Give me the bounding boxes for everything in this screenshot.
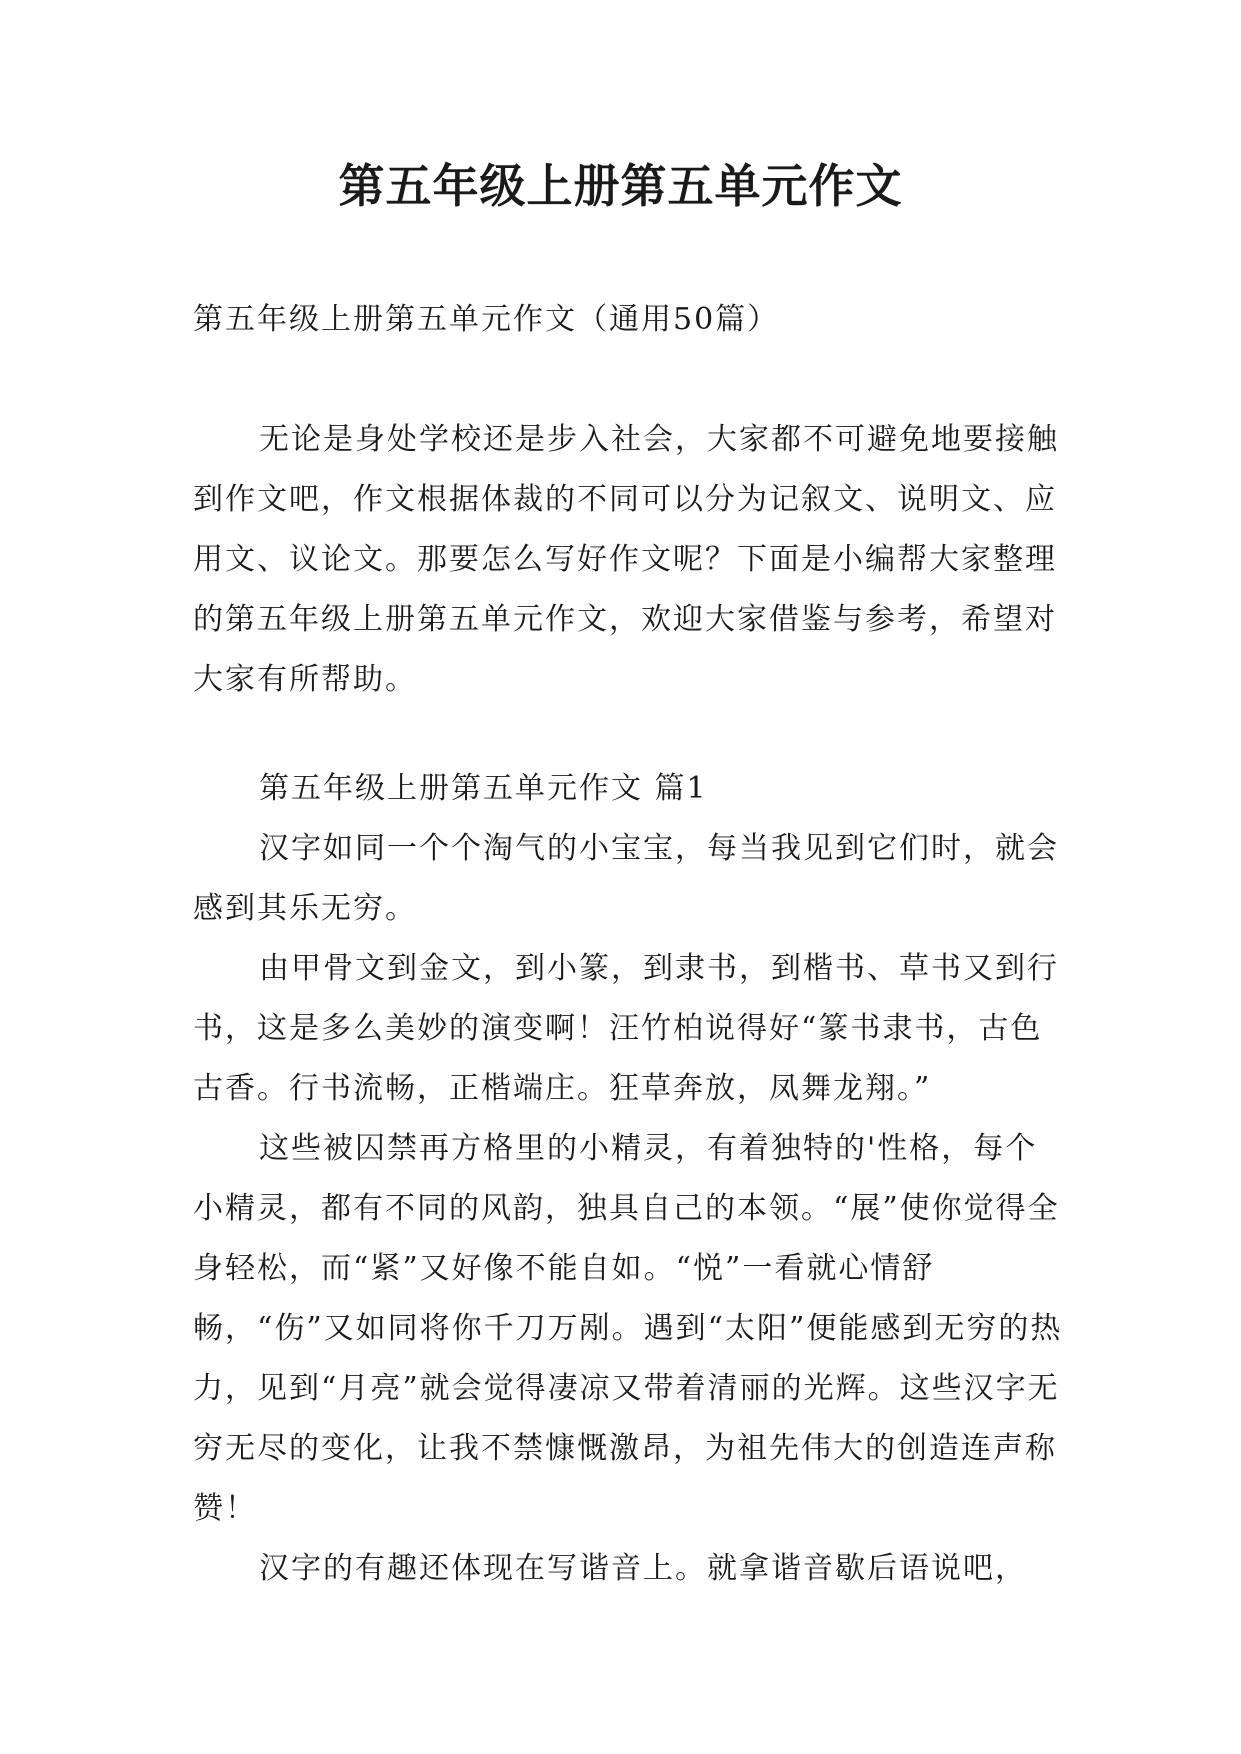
body-paragraph: 由甲骨文到金文，到小篆，到隶书，到楷书、草书又到行书，这是多么美妙的演变啊！汪竹柏说得好“篆书隶书，古色古香。行书流畅，正楷端庄。狂草奔放，凤舞龙翔。” <box>193 951 1059 1106</box>
body-paragraph: 汉字的有趣还体现在写谐音上。就拿谐音歇后语说吧， <box>259 1551 1027 1586</box>
essay-section <box>193 759 1063 1599</box>
intro-paragraph: 无论是身处学校还是步入社会，大家都不可避免地要接触到作文吧，作文根据体裁的不同可以分为记叙文、说明文、应用文、议论文。那要怎么写好作文呢？下面是小编帮大家整理的第五年级上册第五单元作文，欢迎大家借鉴与参考，希望对大家有所帮助。 <box>193 422 1059 697</box>
section-heading: 第五年级上册第五单元作文 篇1 <box>259 771 708 806</box>
body-paragraph: 这些被囚禁再方格里的小精灵，有着独特的'性格，每个小精灵，都有不同的风韵，独具自己的本领。“展”使你觉得全身轻松，而“紧”又好像不能自如。“悦”一看就心情舒畅，“伤”又如同将你千刀万剐。遇到“太阳”便能感到无穷的热力，见到“月亮”就会觉得凄凉又带着清丽的光辉。这些汉字无穷无尽的变化，让我不禁慷慨激昂，为祖先伟大的创造连声称赞！ <box>193 1131 1063 1526</box>
body-paragraph: 汉字如同一个个淘气的小宝宝，每当我见到它们时，就会感到其乐无穷。 <box>193 831 1059 926</box>
document-subtitle: 第五年级上册第五单元作文（通用50篇） <box>193 302 780 337</box>
document-title: 第五年级上册第五单元作文 <box>338 159 903 213</box>
